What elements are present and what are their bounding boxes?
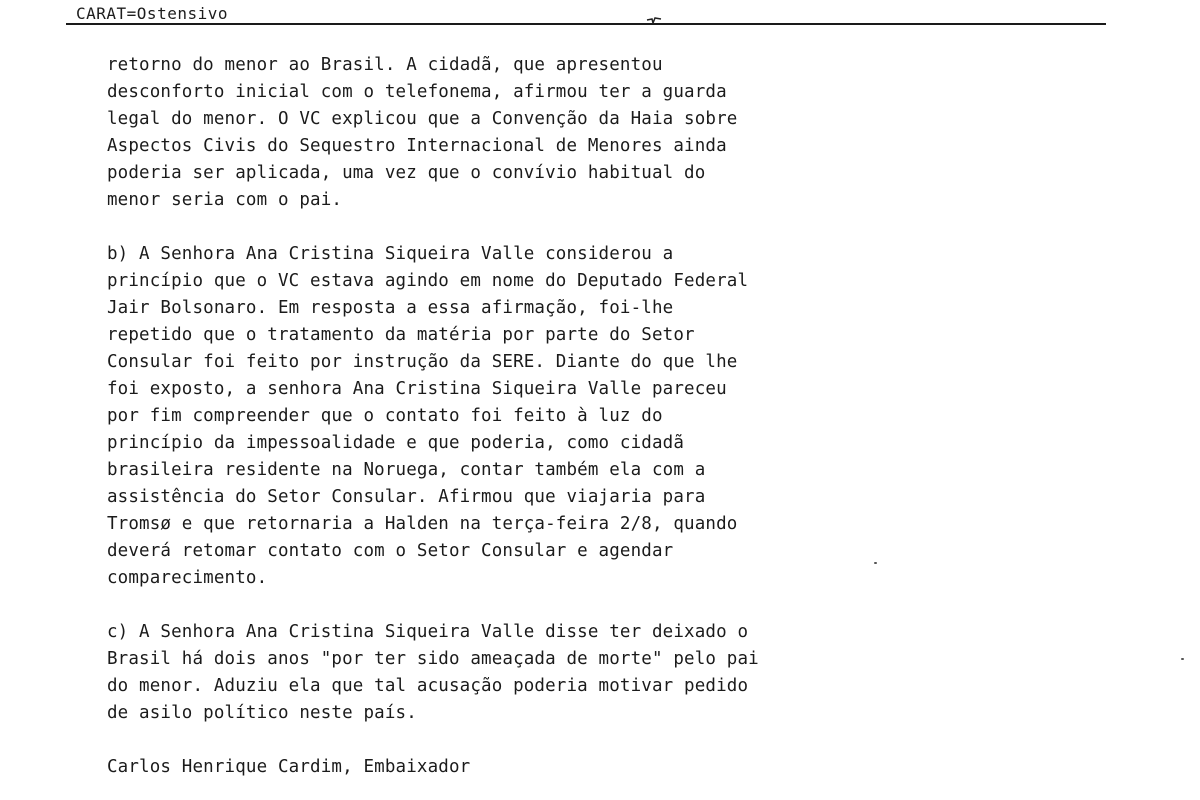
signature-block [107,754,827,781]
paragraph-spacer [107,214,827,241]
paragraph-c [107,619,827,727]
text-line: legal do menor. O VC explicou que a Convenção da Haia sobre [107,109,738,129]
text-line: do menor. Aduziu ela que tal acusação poderia motivar pedido [107,676,749,696]
text-line: de asilo político neste país. [107,703,417,723]
classification-label: CARAT=Ostensivo [76,4,228,23]
text-line: princípio que o VC estava agindo em nome do Deputado Federal [107,271,749,291]
text-line: assistência do Setor Consular. Afirmou que viajaria para [107,487,706,507]
text-line: deverá retomar contato com o Setor Consular e agendar [107,541,674,561]
text-line: Tromsø e que retornaria a Halden na terça-feira 2/8, quando [107,514,738,534]
scan-mark [646,16,662,24]
text-line: princípio da impessoalidade e que poderia, como cidadã [107,433,685,453]
text-line: foi exposto, a senhora Ana Cristina Siqueira Valle pareceu [107,379,727,399]
text-line: menor seria com o pai. [107,190,343,210]
scan-speck [874,562,877,564]
text-line: repetido que o tratamento da matéria por parte do Setor [107,325,695,345]
text-line: desconforto inicial com o telefonema, afirmou ter a guarda [107,82,727,102]
text-line: brasileira residente na Noruega, contar também ela com a [107,460,706,480]
header-rule [66,23,1106,25]
text-line: c) A Senhora Ana Cristina Siqueira Valle disse ter deixado o [107,622,749,642]
paragraph-b [107,241,827,592]
text-line: retorno do menor ao Brasil. A cidadã, que apresentou [107,55,663,75]
text-line: comparecimento. [107,568,268,588]
text-line: b) A Senhora Ana Cristina Siqueira Valle considerou a [107,244,674,264]
text-line: Brasil há dois anos "por ter sido ameaçada de morte" pelo pai [107,649,759,669]
text-line: poderia ser aplicada, uma vez que o convívio habitual do [107,163,706,183]
text-line: por fim compreender que o contato foi feito à luz do [107,406,663,426]
signature-line: Carlos Henrique Cardim, Embaixador [107,757,471,777]
paragraph-spacer [107,592,827,619]
scan-speck [1181,658,1184,660]
text-line: Jair Bolsonaro. Em resposta a essa afirmação, foi-lhe [107,298,674,318]
text-line: Consular foi feito por instrução da SERE. Diante do que lhe [107,352,738,372]
paragraph-spacer [107,727,827,754]
paragraph-a-continuation [107,52,827,214]
text-line: Aspectos Civis do Sequestro Internacional de Menores ainda [107,136,727,156]
document-body [107,52,827,781]
